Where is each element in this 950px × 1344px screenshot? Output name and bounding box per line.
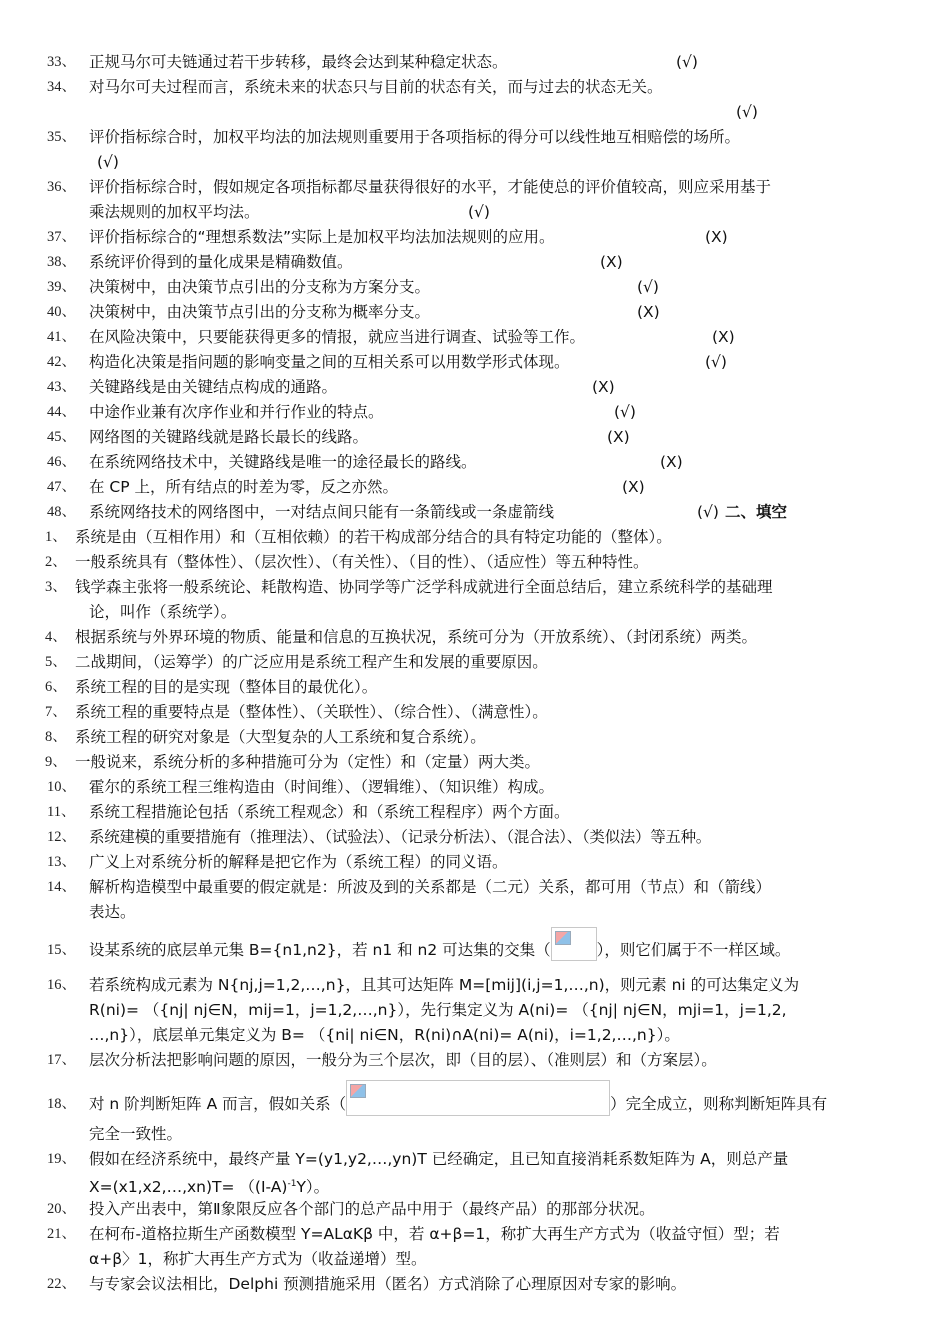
- formula-image-placeholder: [551, 927, 597, 961]
- fill-text-cont: 表达。: [89, 903, 136, 921]
- fill-text: 设某系统的底层单元集 B={n1,n2}，若 n1 和 n2 可达集的交集（: [89, 941, 551, 959]
- fill-text: 系统建模的重要措施有（推理法）、（试验法）、（记录分析法）、（混合法）、（类似法）等五种。: [89, 828, 712, 846]
- fill-text: 解析构造模型中最重要的假定就是：所波及到的关系都是（二元）关系，都可用（节点）和（箭线）: [89, 878, 772, 896]
- fill-text: 系统工程的重要特点是（整体性）、（关联性）、（综合性）、（满意性）。: [75, 703, 548, 721]
- judgment-text: 评价指标综合时，加权平均法的加法规则重要用于各项指标的得分可以线性地互相赔偿的场所。: [89, 128, 741, 146]
- fill-text-cont: X=(x1,x2,…,xn)T= （(I-A): [89, 1178, 288, 1197]
- judgment-text: 决策树中，由决策节点引出的分支称为方案分支。: [89, 278, 431, 296]
- judgment-text: 系统网络技术的网络图中，一对结点间只能有一条箭线或一条虚箭线: [89, 503, 555, 521]
- judgment-text: 系统评价得到的量化成果是精确数值。: [89, 253, 353, 271]
- broken-image-icon: [350, 1084, 366, 1098]
- fill-text: 系统是由（互相作用）和（互相依赖）的若干构成部分结合的具有特定功能的（整体）。: [75, 528, 672, 546]
- judgment-text: 网络图的关键路线就是路长最长的线路。: [89, 428, 369, 446]
- fill-text-cont: 论，叫作（系统学）。: [89, 603, 237, 621]
- judgment-answer: (√): [468, 203, 490, 221]
- judgment-answer: (√): [637, 278, 659, 296]
- judgment-text: 评价指标综合时，假如规定各项指标都尽量获得很好的水平，才能使总的评价值较高，则应采用基于: [89, 178, 772, 196]
- judgment-text: 在系统网络技术中，关键路线是唯一的途径最长的路线。: [89, 453, 477, 471]
- judgment-answer: (√): [697, 503, 719, 521]
- fill-text: 钱学森主张将一般系统论、耗散构造、协同学等广泛学科成就进行全面总结后，建立系统科学的基础理: [75, 578, 773, 596]
- judgment-text: 关键路线是由关键结点构成的通路。: [89, 378, 338, 396]
- judgment-answer: (X): [592, 378, 615, 396]
- fill-text-cont: R(ni)= （{nj| nj∈N，mij=1，j=1,2,…,n}），先行集定义为 A(ni)= （{nj| nj∈N，mji=1，j=1,2,: [89, 1001, 787, 1019]
- broken-image-icon: [555, 931, 571, 945]
- fill-text: 系统工程措施论包括（系统工程观念）和（系统工程程序）两个方面。: [89, 803, 570, 821]
- section-heading-fill: 二、填空: [724, 503, 787, 521]
- judgment-answer: (X): [600, 253, 623, 271]
- fill-text: 对 n 阶判断矩阵 A 而言，假如关系（: [89, 1095, 347, 1113]
- judgment-answer: (√): [736, 103, 758, 121]
- fill-text: 系统工程的目的是实现（整体目的最优化）。: [75, 678, 378, 696]
- judgment-answer: (√): [97, 153, 119, 171]
- fill-text: 层次分析法把影响问题的原因，一般分为三个层次，即（目的层）、（准则层）和（方案层）。: [89, 1051, 717, 1069]
- document-page: 33、 正规马尔可夫链通过若干步转移，最终会达到某种稳定状态。 (√) 34、 对马尔可夫过程而言，系统未来的状态只与目前的状态有关，而与过去的状态无关。 (√) 35、 评价指标综合时，加权平均法的加法规则重要用于各项指标的得分可以线性地互相赔偿的场所。 (√) 36、 评价指标综合时，假如规定各项指标都尽量获得很好的水平，才能使总的评价值较高，则应采用基于 乘法规则的加权平均法。 (√) 37、 评价指标综合的“理想系数法”实际上是加权平均法加法规则的应用。 (X) 38、 系统评价得到的量化成果是精确数值。 (X) 39、 决策树中，由决策节点引出的分支称为方案分支。 (√) 40、 决策树中，由决策节点引出的分支称为概率分支。 (X) 41、 在风险决策中，只要能获得更多的情报，就应当进行调查、试验等工作。 (X) 42、 构造化决策是指问题的影响变量之间的互相关系可以用数学形式体现。 (√) 43、 关键路线是由关键结点构成的通路。 (X) 44、 中途作业兼有次序作业和并行作业的特点。 (√) 45、 网络图的关键路线就是路长最长的线路。 (X) 46、 在系统网络技术中，关键路线是唯一的途径最长的路线。 (X) 47、 在 CP 上，所有结点的时差为零，反之亦然。 (X) 48、 系统网络技术的网络图中，一对结点间只能有一条箭线或一条虚箭线 (√) 二、填空 1、 系统是由（互相作用）和（互相依赖）的若干构成部分结合的具有特定功能的（整体）。 2、 一般系统具有（整体性）、（层次性）、（有关性）、（目的性）、（适应性）等五种特性。 3、 钱学森主张将一般系统论、耗散构造、协同学等广泛学科成就进行全面总结后，建立系统科学的基础理 论，叫作（系统学）。 4、 根据系统与外界环境的物质、能量和信息的互换状况，系统可分为（开放系统）、（封闭系统）两类。 5、 二战期间，（运筹学）的广泛应用是系统工程产生和发展的重要原因。 6、 系统工程的目的是实现（整体目的最优化）。 7、 系统工程的重要特点是（整体性）、（关联性）、（综合性）、（满意性）。 8、 系统工程的研究对象是（大型复杂的人工系统和复合系统）。 9、 一般说来，系统分析的多种措施可分为（定性）和（定量）两大类。 10、 霍尔的系统工程三维构造由（时间维）、（逻辑维）、（知识维）构成。 11、 系统工程措施论包括（系统工程观念）和（系统工程程序）两个方面。 12、 系统建模的重要措施有（推理法）、（试验法）、（记录分析法）、（混合法）、（类似法）等五种。 13、 广义上对系统分析的解释是把它作为（系统工程）的同义语。 14、 解析构造模型中最重要的假定就是：所波及到的关系都是（二元）关系，都可用（节点）和（箭线） 表达。 15、 设某系统的底层单元集 B={n1,n2}，若 n1 和 n2 可达集的交集（ ），则它们属于不一样区域。 16、 若系统构成元素为 N{nj,j=1,2,…,n}，且其可达矩阵 M=[mij](i,j=1,…,n)，则元素 ni 的可达集定义为 R(ni)= （{nj| nj∈N，mij=1，j=1,2,…,n}），先行集定义为 A(ni)= （{nj| nj∈N，mji=1，j=1,2, …,n}），底层单元集定义为 B= （{ni| ni∈N，R(ni)∩A(ni)= A(ni)，i=1,2,…,n}）。 17、 层次分析法把影响问题的原因，一般分为三个层次，即（目的层）、（准则层）和（方案层）。 18、 对 n 阶判断矩阵 A 而言，假如关系（ ）完全成立，则称判断矩阵具有 完全一致性。 19、 假如在经济系统中，最终产量 Y=(y1,y2,…,yn)T 已经确定，且已知直接消耗系数矩阵为 A，则总产量 X=(x1,x2,…,xn)T= $((I-A)^{-1}Y)$。 20、 投入产出表中，第Ⅱ象限反应各个部门的总产品中用于（最终产品）的那部分状况。 21、 在柯布-道格拉斯生产函数模型 Y=ALαKβ 中，若 α+β=1，称扩大再生产方式为（收益守恒）型；若 α+β〉1，称扩大再生产方式为（收益递增）型。 22、 与专家会议法相比，Delphi 预测措施采用（匿名）方式消除了心理原因对专家的影响。: [0, 0, 950, 1344]
- fill-text: ）完全成立，则称判断矩阵具有: [610, 1095, 828, 1113]
- fill-text: 投入产出表中，第Ⅱ象限反应各个部门的总产品中用于（最终产品）的那部分状况。: [89, 1200, 655, 1218]
- judgment-text: 正规马尔可夫链通过若干步转移，最终会达到某种稳定状态。: [89, 53, 508, 71]
- judgment-answer: (X): [712, 328, 735, 346]
- judgment-answer: (X): [607, 428, 630, 446]
- judgment-text: 评价指标综合的“理想系数法”实际上是加权平均法加法规则的应用。: [89, 228, 555, 246]
- formula-image-placeholder: [346, 1080, 610, 1116]
- fill-text-cont: α+β〉1，称扩大再生产方式为（收益递增）型。: [89, 1250, 427, 1268]
- judgment-answer: (√): [676, 53, 698, 71]
- judgment-text: 在风险决策中，只要能获得更多的情报，就应当进行调查、试验等工作。: [89, 328, 586, 346]
- fill-text-cont: 完全一致性。: [89, 1125, 183, 1143]
- judgment-text: 构造化决策是指问题的影响变量之间的互相关系可以用数学形式体现。: [89, 353, 570, 371]
- fill-text: 在柯布-道格拉斯生产函数模型 Y=ALαKβ 中，若 α+β=1，称扩大再生产方式为（收益守恒）型；若: [89, 1225, 780, 1243]
- judgment-answer: (√): [614, 403, 636, 421]
- superscript: -1: [287, 1179, 297, 1189]
- fill-text: 若系统构成元素为 N{nj,j=1,2,…,n}，且其可达矩阵 M=[mij](i,j=1,…,n)，则元素 ni 的可达集定义为: [89, 976, 800, 994]
- fill-text-cont: Y）。: [296, 1178, 330, 1197]
- judgment-answer: (X): [660, 453, 683, 471]
- judgment-text: 中途作业兼有次序作业和并行作业的特点。: [89, 403, 384, 421]
- judgment-answer: (X): [622, 478, 645, 496]
- judgment-text: 决策树中，由决策节点引出的分支称为概率分支。: [89, 303, 431, 321]
- judgment-answer: (X): [637, 303, 660, 321]
- judgment-text-cont: 乘法规则的加权平均法。: [89, 203, 260, 221]
- fill-text: 一般系统具有（整体性）、（层次性）、（有关性）、（目的性）、（适应性）等五种特性。: [75, 553, 649, 571]
- fill-text: ），则它们属于不一样区域。: [596, 941, 791, 959]
- fill-text: 假如在经济系统中，最终产量 Y=(y1,y2,…,yn)T 已经确定，且已知直接消耗系数矩阵为 A，则总产量: [89, 1150, 789, 1168]
- fill-text: 一般说来，系统分析的多种措施可分为（定性）和（定量）两大类。: [75, 753, 541, 771]
- fill-text: 霍尔的系统工程三维构造由（时间维）、（逻辑维）、（知识维）构成。: [89, 778, 555, 796]
- fill-text: 广义上对系统分析的解释是把它作为（系统工程）的同义语。: [89, 853, 508, 871]
- fill-text: 根据系统与外界环境的物质、能量和信息的互换状况，系统可分为（开放系统）、（封闭系统）两类。: [75, 628, 758, 646]
- fill-text: 二战期间，（运筹学）的广泛应用是系统工程产生和发展的重要原因。: [75, 653, 548, 671]
- fill-text-cont: …,n}），底层单元集定义为 B= （{ni| ni∈N，R(ni)∩A(ni)= A(ni)，i=1,2,…,n}）。: [89, 1026, 680, 1044]
- judgment-text: 对马尔可夫过程而言，系统未来的状态只与目前的状态有关，而与过去的状态无关。: [89, 78, 663, 96]
- fill-text: 系统工程的研究对象是（大型复杂的人工系统和复合系统）。: [75, 728, 486, 746]
- judgment-answer: (√): [705, 353, 727, 371]
- fill-text: 与专家会议法相比，Delphi 预测措施采用（匿名）方式消除了心理原因对专家的影响。: [89, 1275, 687, 1293]
- judgment-text: 在 CP 上，所有结点的时差为零，反之亦然。: [89, 478, 399, 496]
- judgment-answer: (X): [705, 228, 728, 246]
